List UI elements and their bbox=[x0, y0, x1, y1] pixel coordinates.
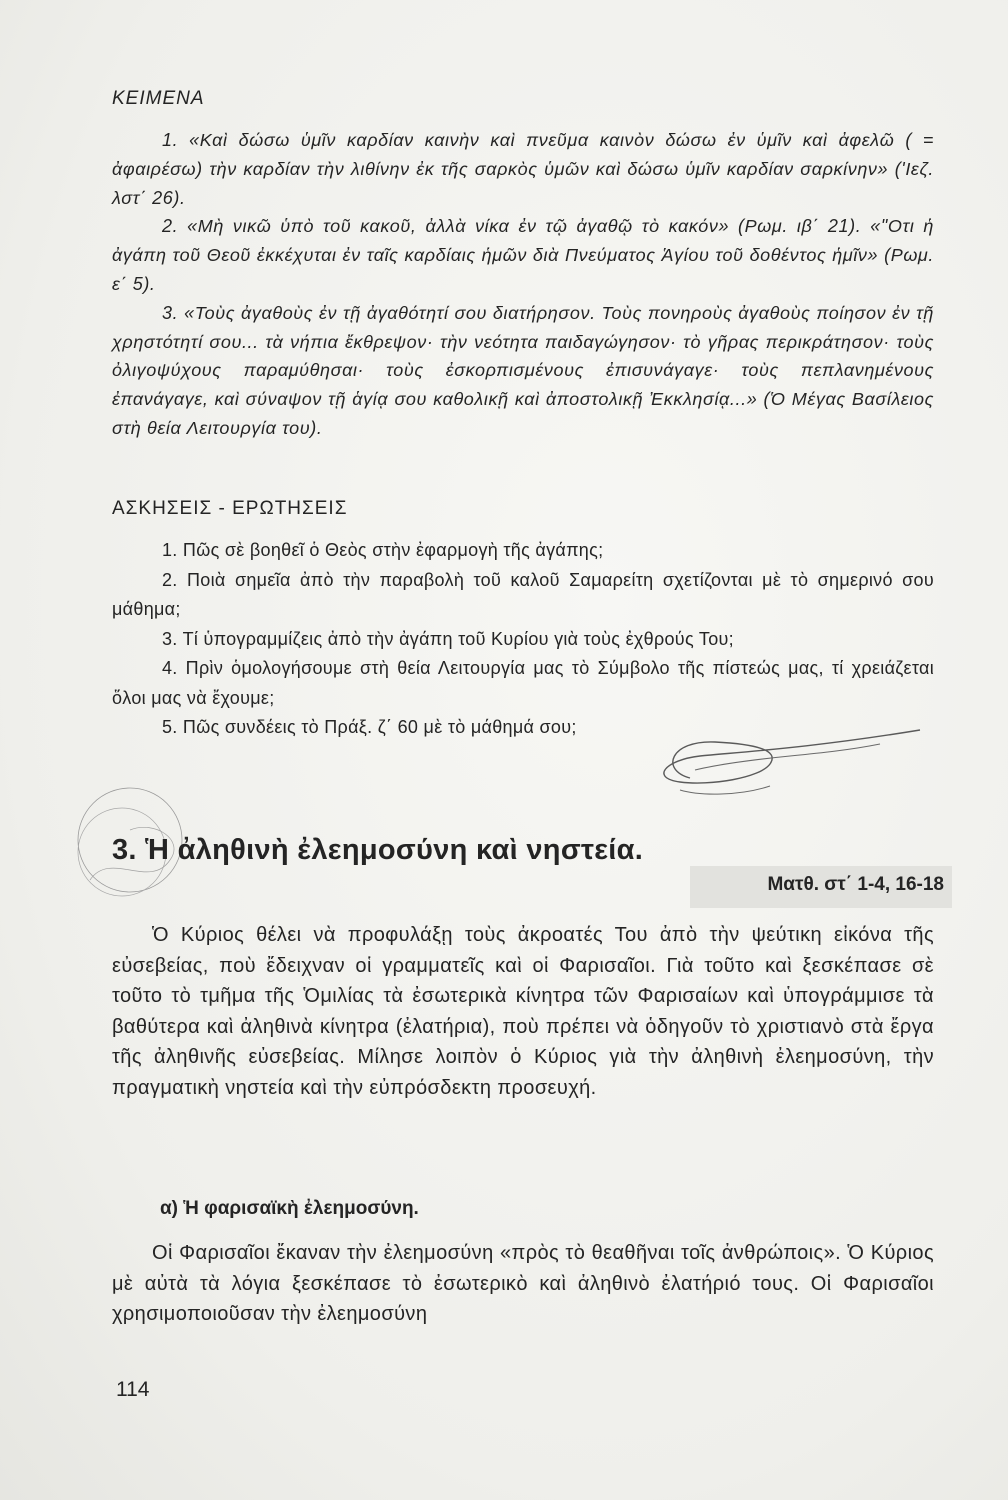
exercises-heading: ΑΣΚΗΣΕΙΣ - ΕΡΩΤΗΣΕΙΣ bbox=[112, 498, 348, 519]
page-number: 114 bbox=[116, 1378, 150, 1401]
text-paragraph-2: 2. «Μὴ νικῶ ὑπὸ τοῦ κακοῦ, ἀλλὰ νίκα ἐν τῷ ἀγαθῷ τὸ κακόν» (Ρωμ. ιβ΄ 21). «"Οτι ἡ ἀγάπη τοῦ Θεοῦ ἐκκέχυται ἐν ταῖς καρδίαις ἡμῶν διὰ Πνεύματος Ἁγίου τοῦ δοθέντος ἡμῖν» (Ρωμ. ε΄ 5). bbox=[112, 216, 934, 294]
subsection-paragraph: Οἱ Φαρισαῖοι ἔκαναν τὴν ἐλεημοσύνη «πρὸς τὸ θεαθῆναι τοῖς ἀνθρώποις». Ὁ Κύριος μὲ αὐτὰ τὰ λόγια ξεσκέπασε τὸ ἐσωτερικὸ καὶ ἀληθινὸ ἐλατήριό τους. Οἱ Φαρισαῖοι χρησιμοποιοῦσαν τὴν ἐλεημοσύνη bbox=[112, 1242, 934, 1325]
exercise-item-2: 2. Ποιὰ σημεῖα ἀπὸ τὴν παραβολὴ τοῦ καλοῦ Σαμαρείτη σχετίζονται μὲ τὸ σημερινό σου μάθημα; bbox=[112, 569, 934, 619]
text-paragraph-3: 3. «Τοὺς ἀγαθοὺς ἐν τῇ ἀγαθότητί σου διατήρησον. Τοὺς πονηροὺς ἀγαθοὺς ποίησον ἐν τῇ χρηστότητί σου... τὰ νήπια ἔκθρεψον· τὴν νεότητα παιδαγώγησον· τὸ γῆρας περικράτησον· τοὺς ὀλιγοψύχους παραμύθησαι· τοὺς ἐσκορπισμένους ἐπισυνάγαγε· τοὺς πεπλανημένους ἐπανάγαγε, καὶ σύναψον τῇ ἁγίᾳ σου καθολικῇ καὶ ἀποστολικῇ Ἐκκλησίᾳ...» (Ὁ Μέγας Βασίλειος στὴ θεία Λειτουργία του). bbox=[112, 302, 934, 438]
texts-heading: ΚΕΙΜΕΝΑ bbox=[112, 88, 205, 109]
exercise-item-5: 5. Πῶς συνδέεις τὸ Πράξ. ζ΄ 60 μὲ τὸ μάθημά σου; bbox=[162, 717, 577, 737]
lesson-title: 3. Ἡ ἀληθινὴ ἐλεημοσύνη καὶ νηστεία. bbox=[112, 834, 644, 866]
subsection-text bbox=[112, 1238, 934, 1330]
subsection-heading: α) Ἡ φαρισαϊκὴ ἐλεημοσύνη. bbox=[160, 1198, 419, 1219]
text-paragraph-1: 1. «Καὶ δώσω ὑμῖν καρδίαν καινὴν καὶ πνεῦμα καινὸν δώσω ἐν ὑμῖν καὶ ἀφελῶ ( = ἀφαιρέσω) τὴν καρδίαν τὴν λιθίνην ἐκ τῆς σαρκὸς ὑμῶν καὶ δώσω ὑμῖν καρδίαν σαρκίνην» ('Ιεζ. λστ΄ 26). bbox=[112, 130, 934, 208]
exercises-list bbox=[112, 536, 934, 743]
handwritten-signature bbox=[620, 720, 940, 820]
exercise-item-1: 1. Πῶς σὲ βοηθεῖ ὁ Θεὸς στὴν ἐφαρμογὴ τῆς ἀγάπης; bbox=[162, 540, 604, 560]
intro-paragraph: Ὁ Κύριος θέλει νὰ προφυλάξῃ τοὺς ἀκροατές Του ἀπὸ τὴν ψεύτικη εἰκόνα τῆς εὐσεβείας, ποὺ ἔδειχναν οἱ γραμματεῖς καὶ οἱ Φαρισαῖοι. Γιὰ τοῦτο καὶ ξεσκέπασε σὲ τοῦτο τὸ τμῆμα τῆς Ὁμιλίας τὰ ἐσωτερικὰ κίνητρα τῶν Φαρισαίων καὶ ὑπογράμμισε τὰ βαθύτερα καὶ ἀληθινὰ κίνητρα (ἐλατήρια), ποὺ πρέπει νὰ ὁδηγοῦν τὸ χριστιανὸ στὰ ἔργα τῆς ἀληθινῆς εὐσεβείας. Μίλησε λοιπὸν ὁ Κύριος γιὰ τὴν ἀληθινὴ ἐλεημοσύνη, τὴν πραγματικὴ νηστεία καὶ τὴν εὐπρόσδεκτη προσευχή. bbox=[112, 924, 934, 1099]
texts-section bbox=[112, 126, 934, 443]
scripture-reference: Ματθ. στ΄ 1-4, 16-18 bbox=[767, 874, 944, 895]
exercise-item-4: 4. Πρὶν ὁμολογήσουμε στὴ θεία Λειτουργία μας τὸ Σύμβολο τῆς πίστεώς μας, τί χρειάζεται ὅλοι μας νὰ ἔχουμε; bbox=[112, 658, 934, 708]
exercise-item-3: 3. Τί ὑπογραμμίζεις ἀπὸ τὴν ἀγάπη τοῦ Κυρίου γιὰ τοὺς ἐχθρούς Του; bbox=[162, 628, 734, 649]
lesson-intro bbox=[112, 920, 934, 1103]
